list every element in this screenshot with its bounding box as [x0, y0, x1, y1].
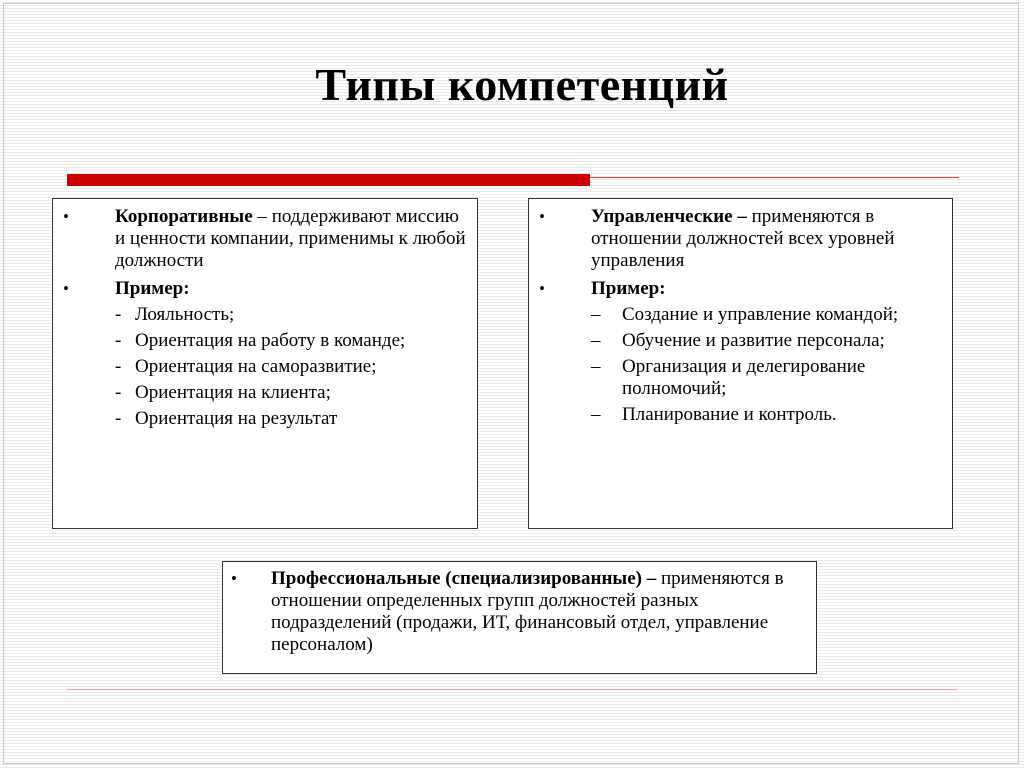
list-item: - Ориентация на работу в команде;	[115, 330, 406, 351]
corporate-definition	[53, 206, 477, 272]
professional-description: применяются в отношении определенных групп должностей разных подразделений (продажи, ИТ, финансовый отдел, управление персоналом)	[271, 568, 784, 655]
professional-definition	[223, 568, 816, 656]
corporate-competencies-box	[52, 198, 478, 529]
title-underline-accent	[67, 174, 590, 186]
corporate-example-header	[53, 278, 477, 300]
corporate-heading: Корпоративные	[115, 206, 258, 227]
list-item: – Создание и управление командой;	[591, 304, 899, 325]
professional-competencies-box	[222, 561, 817, 674]
example-label: Пример:	[591, 278, 666, 299]
managerial-examples-list	[529, 304, 952, 426]
bullet: •	[539, 279, 545, 298]
professional-heading: Профессиональные (специализированные) –	[271, 568, 657, 589]
bullet: •	[63, 279, 69, 298]
list-item: – Планирование и контроль.	[591, 404, 837, 425]
managerial-definition	[529, 206, 952, 272]
corporate-description: – поддерживают миссию и ценности компании, применимы к любой должности	[115, 206, 466, 271]
managerial-competencies-box	[528, 198, 953, 529]
list-item: - Ориентация на результат	[115, 408, 338, 429]
bullet: •	[63, 207, 69, 226]
bullet: •	[539, 207, 545, 226]
bottom-divider	[67, 689, 957, 690]
list-item: - Ориентация на саморазвитие;	[115, 356, 377, 377]
managerial-description: применяются в отношении должностей всех уровней управления	[591, 206, 895, 271]
list-item: - Лояльность;	[115, 304, 235, 325]
list-item: – Обучение и развитие персонала;	[591, 330, 885, 351]
list-item: - Ориентация на клиента;	[115, 382, 331, 403]
corporate-examples-list	[53, 304, 477, 430]
list-item: – Организация и делегирование полномочий;	[591, 356, 866, 399]
example-label: Пример:	[115, 278, 190, 299]
bullet: •	[231, 569, 237, 588]
managerial-example-header	[529, 278, 952, 300]
managerial-heading: Управленческие –	[591, 206, 747, 227]
slide-title: Типы компетенций	[315, 59, 729, 110]
